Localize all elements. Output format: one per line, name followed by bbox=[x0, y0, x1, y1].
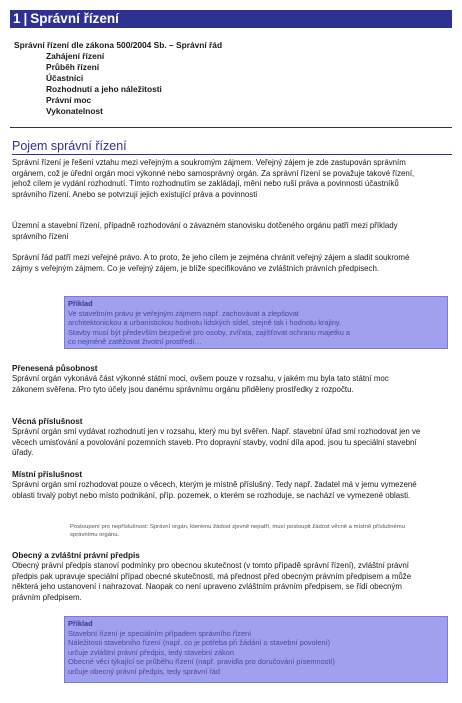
table-of-contents bbox=[14, 40, 222, 117]
toc-heading: Správní řízení dle zákona 500/2004 Sb. – Správní řád bbox=[14, 40, 223, 50]
example-line: co nejméně zatěžovat životní prostředí… bbox=[68, 337, 202, 347]
example-title: Příklad bbox=[68, 619, 93, 628]
toc-item: Vykonatelnost bbox=[46, 106, 103, 116]
toc-item: Právní moc bbox=[46, 95, 92, 105]
example-line: Ve stavebním právu je veřejným zájmem např. zachovávat a zlepšovat bbox=[68, 308, 299, 318]
toc-item: Rozhodnutí a jeho náležitosti bbox=[46, 84, 162, 94]
referral-note: Postoupení pro nepříslušnost: Správní orgán, kterému žádost zjevně nepatří, musí postoupit žádost věcně a místně příslušnému správnímu orgánu. bbox=[70, 524, 405, 538]
example-line: Obecné věci týkající se průběhu řízení (např. pravidla pro doručování písemností) bbox=[68, 657, 336, 667]
example-line: Stavební řízení je speciálním případem správního řízení bbox=[68, 628, 252, 638]
example-line: určuje zvláštní právní předpis, tedy stavební zákon bbox=[68, 647, 234, 657]
example-box bbox=[64, 296, 448, 349]
heading-local-jurisdiction: Místní příslušnost bbox=[12, 470, 83, 479]
toc-item: Účastníci bbox=[46, 73, 84, 83]
paragraph-examples: Územní a stavební řízení, případně rozhodování o závazném stanovisku dotčeného orgánu patří mezi příklady správního řízení bbox=[12, 221, 398, 241]
paragraph-local-jurisdiction: Správní orgán smí rozhodovat pouze o věcech, kterým je místně příslušný. Tedy např. žadatel má v jemu vymezené oblasti trvalý pobyt nebo místo podnikání, příp. pozemek, o kterém se rozhoduje, se nachází ve vymezené oblasti. bbox=[12, 480, 417, 500]
example-box bbox=[64, 616, 448, 683]
paragraph-definition: Správní řízení je řešení vztahu mezi veřejným a soukromým zájmem. Veřejný zájem je zde zastupován správním orgánem, což je úřední orgán moci výkonné nebo samosprávný orgán. Za správní řízení se považuje takové řízení, jehož cílem je vydání rozhodnutí. Tímto rozhodnutím se zakládají, mění nebo ruší práva a povinnosti účastníků správního řízení. Anebo se potvrzují jejich existující práva a povinnosti bbox=[12, 158, 415, 199]
section-underline bbox=[12, 154, 452, 155]
toc-item: Průběh řízení bbox=[46, 62, 100, 72]
heading-subject-jurisdiction: Věcná příslušnost bbox=[12, 417, 83, 426]
toc-item: Zahájení řízení bbox=[46, 51, 105, 61]
example-line: Stavby musí být především bezpečné pro osoby, zvířata, zajišťovat ochranu majetku a bbox=[68, 327, 350, 337]
heading-delegated-powers: Přenesená působnost bbox=[12, 364, 98, 373]
chapter-title-bar bbox=[10, 10, 452, 28]
chapter-title: Správní řízení bbox=[30, 11, 119, 26]
paragraph-delegated-powers: Správní orgán vykonává část výkonné státní moci, ovšem pouze v rozsahu, v jakém mu byla tato státní moc zákonem svěřena. Pro tyto účely jsou danému správnímu orgánu přiděleny prostředky z rozpočtu. bbox=[12, 374, 389, 394]
section-title: Pojem správní řízení bbox=[12, 139, 127, 153]
paragraph-general-special-law: Obecný právní předpis stanoví podmínky pro obecnou skutečnost (v tomto případě správní řízení), zvláštní právní předpis pak upravuje speciální případ obecné skutečnosti, má přednost před obecným právním předpisem a může některá jeho ustanovení i nahrazovat. Naopak co není upraveno zvláštním právním předpisem, se řídí obecným právním předpisem. bbox=[12, 561, 412, 602]
example-line: Náležitosti stavebního řízení (např. co je potřeba při žádání o stavební povolení) bbox=[68, 638, 331, 648]
divider bbox=[10, 127, 452, 128]
example-line: určuje obecný právní předpis, tedy správní řád bbox=[68, 666, 221, 676]
chapter-number: 1 bbox=[13, 11, 21, 26]
paragraph-public-law: Správní řád patří mezi veřejné právo. A to proto, že jeho cílem je zejména chránit veřejný zájem a sladit soukromé zájmy s veřejným zájmem. Co je veřejný zájem, je blíže specifikováno ve zvláštních právních předpisech. bbox=[12, 253, 410, 273]
paragraph-subject-jurisdiction: Správní orgán smí vydávat rozhodnutí jen v rozsahu, který mu byl svěřen. Např. stavební úřad smí rozhodovat jen ve věcech umisťování a povolování pozemních staveb. Pro dopravní stavby, vodní díla apod. jsou tu speciální stavební úřady. bbox=[12, 427, 421, 457]
heading-general-special-law: Obecný a zvláštní právní předpis bbox=[12, 551, 140, 560]
example-line: architektonickou a urbanistickou hodnotu lidských sídel, stejně tak i hodnotu krajiny. bbox=[68, 318, 342, 328]
example-title: Příklad bbox=[68, 299, 93, 308]
chapter-separator: | bbox=[23, 11, 28, 26]
